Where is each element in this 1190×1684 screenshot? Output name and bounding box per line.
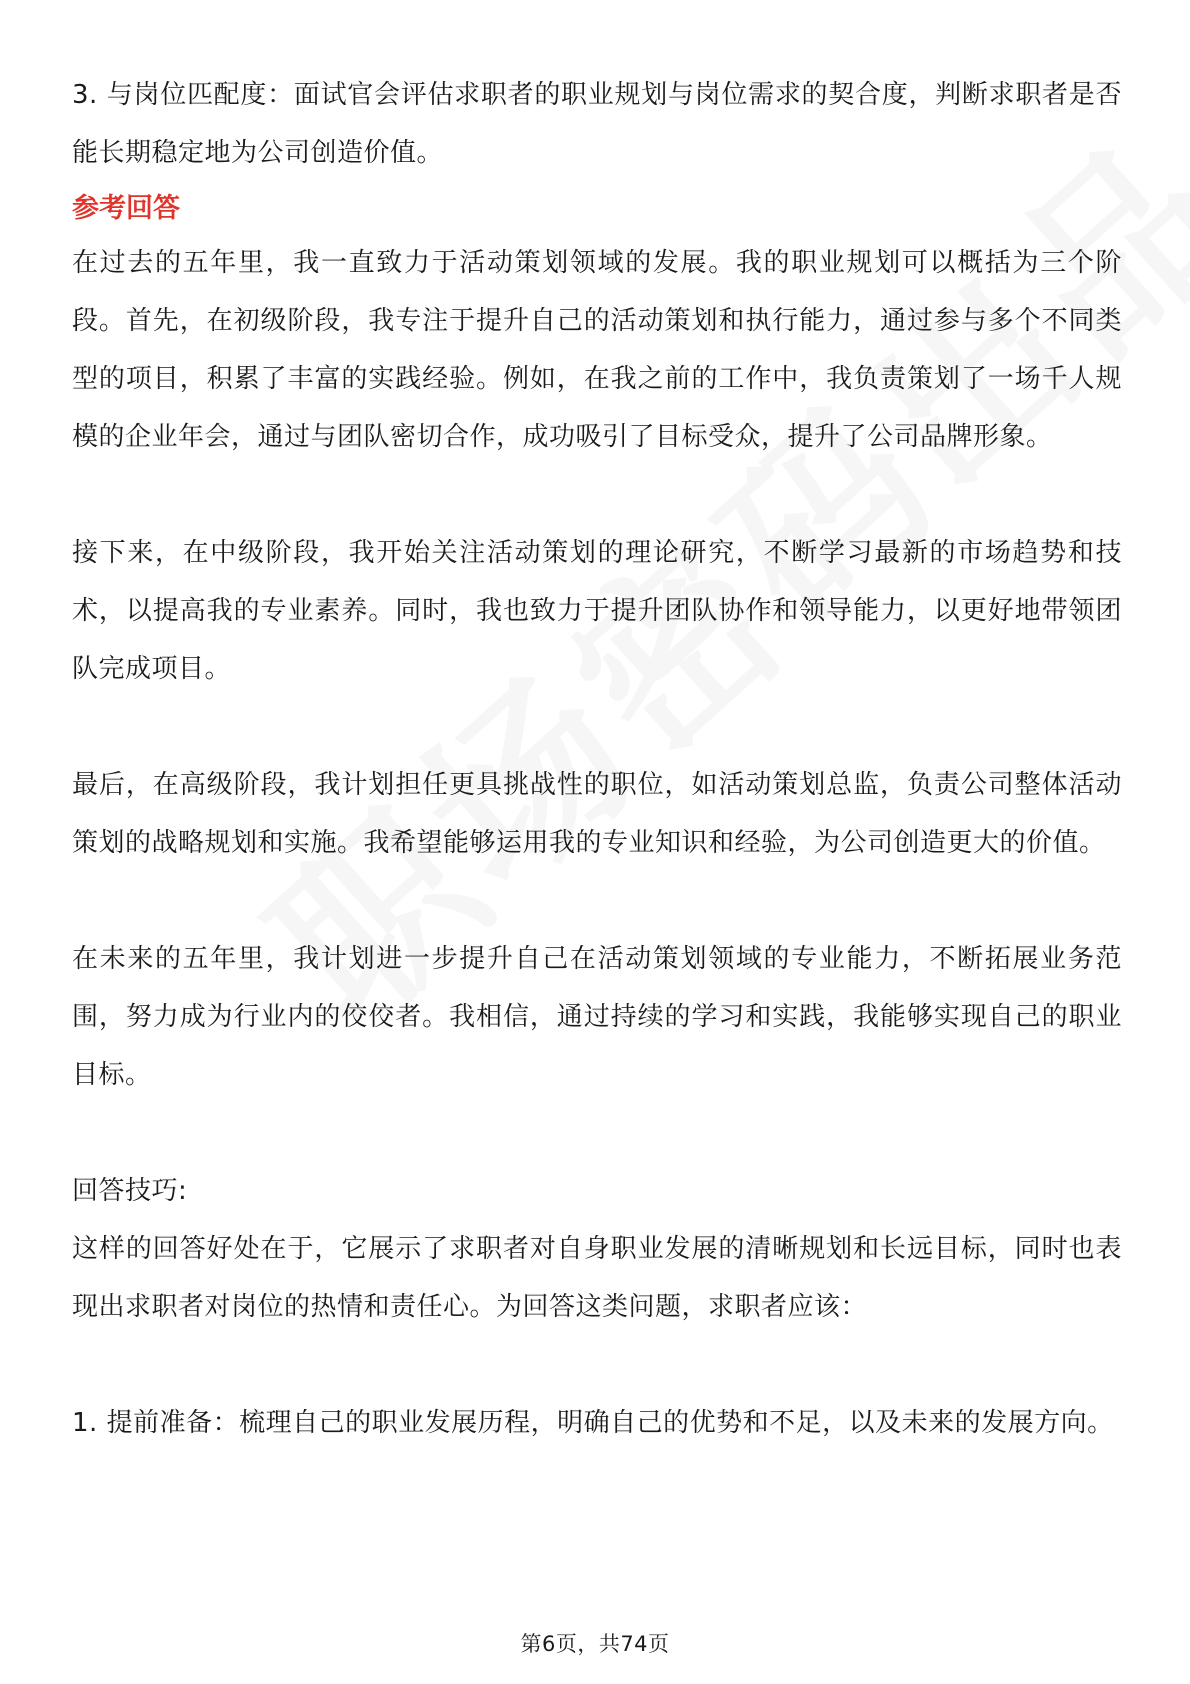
tips-paragraph: 这样的回答好处在于，它展示了求职者对自身职业发展的清晰规划和长远目标，同时也表现出求职者对岗位的热情和责任心。为回答这类问题，求职者应该： — [72, 1234, 1122, 1322]
paragraph-spacer — [72, 1104, 1122, 1162]
paragraph-spacer — [72, 1336, 1122, 1394]
paragraph-spacer — [72, 698, 1122, 756]
page-content — [72, 66, 1122, 1452]
answer-paragraph-4: 在未来的五年里，我计划进一步提升自己在活动策划领域的专业能力，不断拓展业务范围，努力成为行业内的佼佼者。我相信，通过持续的学习和实践，我能够实现自己的职业目标。 — [72, 944, 1122, 1090]
answer-paragraph-1: 在过去的五年里，我一直致力于活动策划领域的发展。我的职业规划可以概括为三个阶段。首先，在初级阶段，我专注于提升自己的活动策划和执行能力，通过参与多个不同类型的项目，积累了丰富的实践经验。例如，在我之前的工作中，我负责策划了一场千人规模的企业年会，通过与团队密切合作，成功吸引了目标受众，提升了公司品牌形象。 — [72, 248, 1122, 452]
page-number: 第6页，共74页 — [520, 1632, 670, 1656]
tips-heading: 回答技巧: — [72, 1176, 188, 1206]
answer-paragraph-3: 最后，在高级阶段，我计划担任更具挑战性的职位，如活动策划总监，负责公司整体活动策划的战略规划和实施。我希望能够运用我的专业知识和经验，为公司创造更大的价值。 — [72, 770, 1122, 858]
criterion-paragraph: 3. 与岗位匹配度：面试官会评估求职者的职业规划与岗位需求的契合度，判断求职者是否能长期稳定地为公司创造价值。 — [72, 80, 1122, 168]
tips-item-1: 1. 提前准备：梳理自己的职业发展历程，明确自己的优势和不足，以及未来的发展方向。 — [72, 1408, 1114, 1438]
answer-heading: 参考回答 — [72, 193, 180, 224]
paragraph-spacer — [72, 466, 1122, 524]
answer-paragraph-2: 接下来，在中级阶段，我开始关注活动策划的理论研究，不断学习最新的市场趋势和技术，以提高我的专业素养。同时，我也致力于提升团队协作和领导能力，以更好地带领团队完成项目。 — [72, 538, 1122, 684]
paragraph-spacer — [72, 872, 1122, 930]
